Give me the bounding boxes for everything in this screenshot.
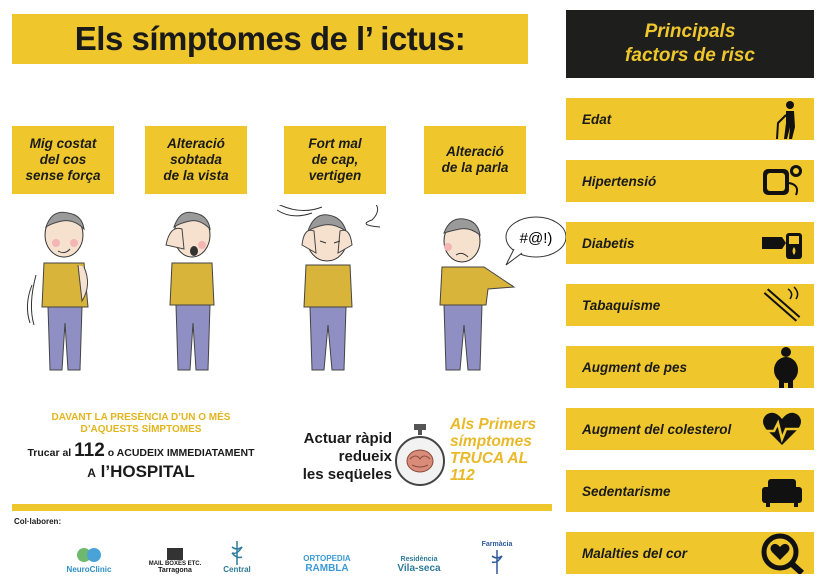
collaborator-name: Central — [223, 565, 251, 574]
risk-label: Augment de pes — [582, 359, 688, 375]
symptom-card-vision — [145, 126, 247, 194]
risk-label: Tabaquisme — [582, 297, 661, 313]
symptom-label: Fort mal de cap, vertigen — [308, 136, 362, 183]
risk-row-smoking — [566, 284, 814, 326]
pharmacy-caduceus-icon — [229, 539, 245, 565]
overweight-person-icon — [768, 346, 804, 388]
stopwatch-brain-icon — [394, 423, 446, 489]
collaborator-sub: RAMBLA — [305, 563, 349, 574]
weakness-figure-illustration — [22, 205, 102, 375]
risk-row-diabetes — [566, 222, 814, 264]
collaborator-sub: Vila-seca — [397, 563, 441, 574]
hospital-text: l’HOSPITAL — [100, 462, 195, 481]
heart-magnifier-icon — [760, 532, 804, 574]
collaborators-label: Col·laboren: — [14, 517, 62, 526]
headache-figure-illustration — [262, 205, 392, 375]
vision-figure-illustration — [152, 205, 232, 375]
symptom-label: Mig costat del cos sense força — [25, 136, 101, 183]
collaborator-logo-central — [212, 528, 262, 574]
collaborator-name: NeuroClinic — [66, 565, 112, 574]
glucose-meter-icon — [760, 223, 804, 263]
symptom-label: Alteració sobtada de la vista — [163, 136, 229, 183]
call-line — [16, 440, 266, 462]
collaborator-name: Residència — [400, 556, 438, 563]
risk-row-sedentary — [566, 470, 814, 512]
call-prefix: Trucar al — [27, 447, 72, 459]
risk-factors-header — [566, 10, 814, 78]
risk-row-weight — [566, 346, 814, 388]
warning-text: DAVANT LA PRESÈNCIA D’UN O MÉS D’AQUESTS SÍMPTOMES — [51, 412, 231, 435]
call-suffix: o ACUDEIX IMMEDIATAMENT — [107, 447, 255, 459]
risk-label: Malalties del cor — [582, 545, 688, 561]
collaborator-name: ORTOPEDIA — [303, 554, 351, 563]
collaborators-divider — [12, 504, 552, 511]
farmacia-caduceus-icon — [490, 548, 504, 574]
collaborator-sub: Tarragona — [158, 567, 192, 574]
symptom-card-weakness — [12, 126, 114, 194]
risk-label: Diabetis — [582, 235, 635, 251]
neuroclinic-logo-icon — [76, 545, 102, 565]
first-symptoms-text: Als Primers símptomes TRUCA AL 112 — [450, 416, 537, 484]
risk-label: Sedentarisme — [582, 483, 671, 499]
collaborator-logo-farmacia — [472, 528, 522, 574]
risk-row-age — [566, 98, 814, 140]
collaborator-logo-ortopedia — [292, 528, 362, 574]
risk-row-cholesterol — [566, 408, 814, 450]
speech-bubble-text: #@!) — [519, 230, 553, 247]
risk-label: Augment del colesterol — [582, 421, 732, 437]
collaborator-logo-residencia — [384, 528, 454, 574]
risk-factors-title: Principals factors de risc — [625, 21, 755, 66]
symptom-label: Alteració de la parla — [441, 144, 509, 175]
collaborator-name: MAIL BOXES ETC. — [148, 561, 202, 567]
hospital-prefix: A — [87, 466, 96, 480]
risk-row-heart-disease — [566, 532, 814, 574]
risk-label: Hipertensió — [582, 173, 657, 189]
mailboxes-logo-icon — [166, 547, 184, 561]
hospital-line — [16, 462, 266, 482]
collaborator-logo-mailboxes — [140, 528, 210, 574]
page-title: Els símptomes de l’ ictus: — [74, 20, 466, 57]
risk-label: Edat — [582, 111, 612, 127]
elderly-cane-icon — [768, 99, 804, 139]
speech-figure-illustration — [418, 205, 568, 375]
blood-pressure-cuff-icon — [760, 161, 804, 201]
symptom-card-headache — [284, 126, 386, 194]
cigarette-icon — [760, 285, 804, 325]
title-banner — [12, 14, 528, 64]
collaborator-name: Farmàcia — [481, 541, 513, 548]
act-fast-text: Actuar ràpid redueix les seqüeles — [302, 430, 392, 483]
symptom-card-speech — [424, 126, 526, 194]
heart-pulse-icon — [760, 409, 804, 449]
sofa-icon — [760, 471, 804, 511]
collaborator-logo-neuroclinic — [54, 528, 124, 574]
risk-row-hypertension — [566, 160, 814, 202]
emergency-number: 112 — [74, 440, 105, 461]
